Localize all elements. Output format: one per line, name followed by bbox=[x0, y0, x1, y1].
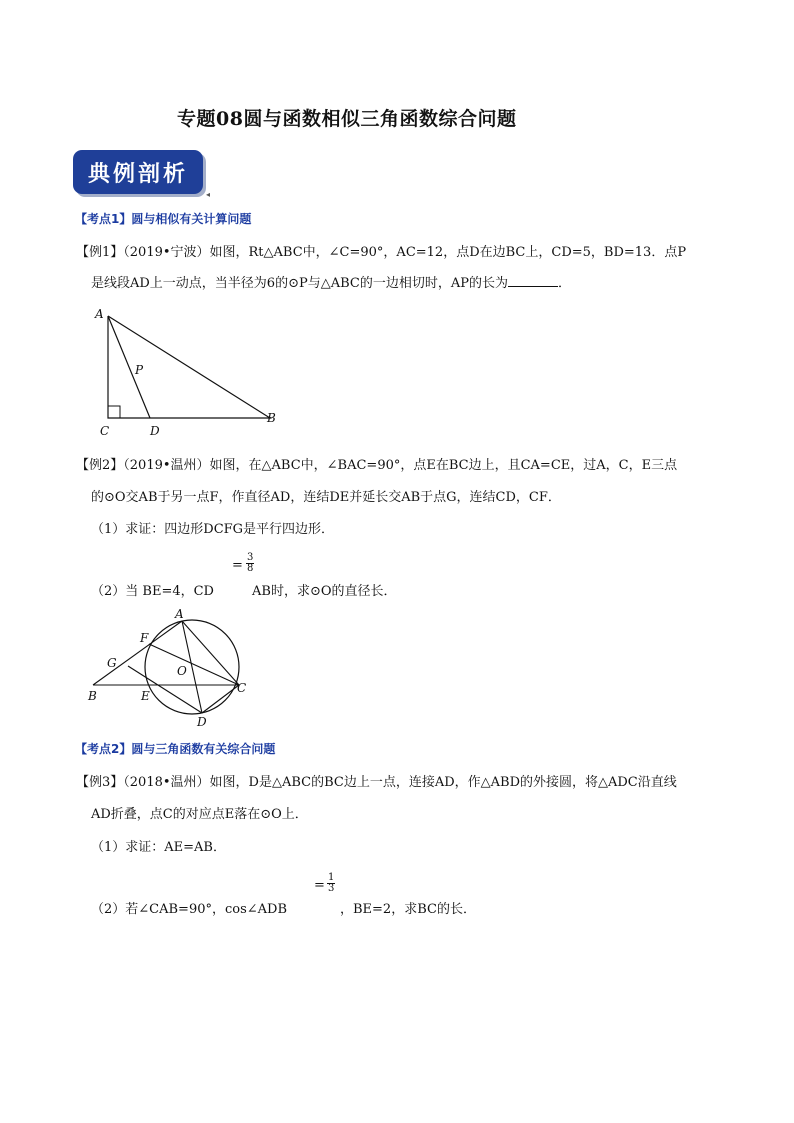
kaodian-2-heading: 【考点2】圆与三角函数有关综合问题 bbox=[75, 742, 276, 756]
example-2-line-1: 【例2】（2019•温州）如图，在△ABC中，∠BAC=90°，点E在BC边上，且CA=CE，过A，C，E三点 bbox=[76, 458, 678, 473]
fig2-label-d: D bbox=[197, 715, 207, 729]
fig2-label-c: C bbox=[237, 681, 247, 695]
fig1-label-c: C bbox=[100, 424, 110, 438]
badge-mark: ◂ bbox=[206, 190, 211, 199]
fraction-numerator: 1 bbox=[328, 872, 335, 883]
section-badge: 典例剖析 bbox=[73, 150, 203, 194]
fraction-denominator: 3 bbox=[328, 883, 335, 894]
example-2-question-1: （1）求证：四边形DCFG是平行四边形． bbox=[91, 522, 335, 537]
example-3-q2-equals: = bbox=[314, 878, 325, 893]
example-3-line-2: AD折叠，点C的对应点E落在⊙O上． bbox=[91, 807, 308, 822]
figure-2-circle bbox=[85, 604, 260, 729]
page-title: 专题08圆与函数相似三角函数综合问题 bbox=[177, 108, 517, 130]
example-1-line-2-end: ． bbox=[557, 276, 571, 291]
fig2-label-b: B bbox=[88, 689, 97, 703]
example-3-line-1: 【例3】（2018•温州）如图，D是△ABC的BC边上一点，连接AD，作△ABD的外接圆，将△ADC沿直线 bbox=[76, 775, 677, 790]
example-2-q2-equals: = bbox=[232, 558, 243, 573]
example-1-line-2 bbox=[91, 272, 571, 291]
kaodian-1-heading: 【考点1】圆与相似有关计算问题 bbox=[75, 212, 252, 226]
example-3-question-1: （1）求证：AE=AB． bbox=[91, 840, 226, 855]
example-2-q2-suffix: AB时，求⊙O的直径长． bbox=[252, 584, 397, 599]
example-2-line-2: 的⊙O交AB于另一点F，作直径AD，连结DE并延长交AB于点G，连结CD，CF． bbox=[91, 490, 561, 505]
example-3-q2-suffix: ，BE=2，求BC的长． bbox=[340, 902, 476, 917]
example-1-line-2-text: 是线段AD上一动点，当半径为6的⊙P与△ABC的一边相切时，AP的长为 bbox=[91, 276, 508, 291]
fig1-label-p: P bbox=[135, 363, 144, 377]
fig2-label-o: O bbox=[177, 664, 187, 678]
fig2-label-f: F bbox=[140, 631, 149, 645]
answer-blank[interactable] bbox=[508, 274, 558, 287]
fig2-label-a: A bbox=[175, 607, 184, 621]
example-2-q2-fraction bbox=[246, 553, 254, 574]
example-2-question-2 bbox=[91, 580, 214, 599]
example-3-q2-prefix: （2）若∠CAB=90°，cos∠ADB bbox=[91, 902, 288, 917]
fig1-label-b: B bbox=[267, 411, 276, 425]
fraction-denominator: 8 bbox=[247, 563, 254, 574]
example-2-q2-prefix: （2）当 BE=4，CD bbox=[91, 584, 214, 599]
fig2-label-g: G bbox=[107, 656, 117, 670]
fig1-label-d: D bbox=[150, 424, 160, 438]
fraction-numerator: 3 bbox=[247, 552, 254, 563]
fig2-label-e: E bbox=[141, 689, 150, 703]
example-3-q2-fraction bbox=[327, 873, 335, 894]
fig1-label-a: A bbox=[95, 307, 104, 321]
example-1-line-1: 【例1】（2019•宁波）如图，Rt△ABC中，∠C=90°，AC=12，点D在边BC上，CD=5，BD=13．点P bbox=[76, 245, 687, 260]
figure-1-triangle bbox=[88, 304, 288, 439]
